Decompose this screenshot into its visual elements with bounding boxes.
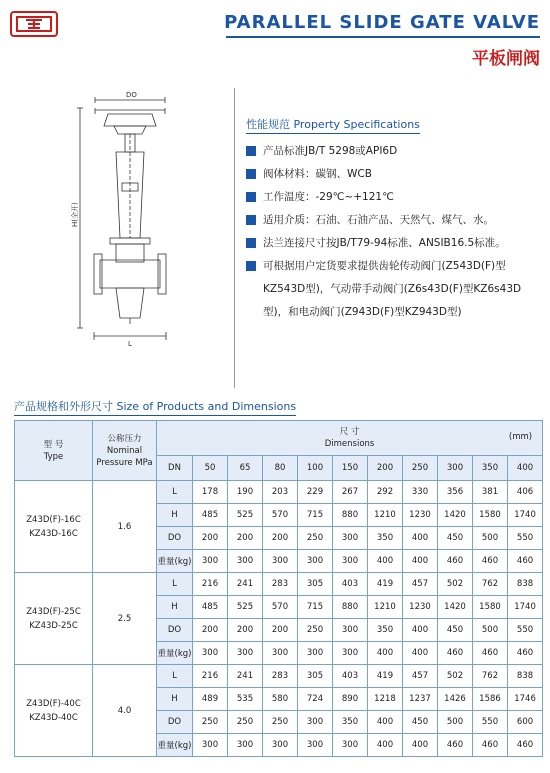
table-row — [15, 573, 543, 596]
table-cell: 292 — [368, 481, 403, 504]
table-cell: 1740 — [508, 596, 543, 619]
table-cell: 305 — [298, 665, 333, 688]
table-cell: 838 — [508, 665, 543, 688]
table-cell: 450 — [438, 619, 473, 642]
table-cell: 300 — [298, 734, 333, 757]
page-title: PARALLEL SLIDE GATE VALVE — [224, 12, 540, 33]
table-cell: 1230 — [403, 596, 438, 619]
table-cell: 762 — [473, 665, 508, 688]
table-cell: 500 — [438, 711, 473, 734]
table-cell: 283 — [263, 665, 298, 688]
row-label: H — [157, 596, 193, 619]
dim-label-l: L — [128, 340, 132, 348]
table-cell: 300 — [333, 527, 368, 550]
table-cell: 460 — [438, 550, 473, 573]
table-cell: 762 — [473, 573, 508, 596]
table-cell: 200 — [228, 619, 263, 642]
table-cell: 1237 — [403, 688, 438, 711]
table-cell: 400 — [403, 642, 438, 665]
dn-value: 150 — [333, 456, 368, 481]
table-cell: 1230 — [403, 504, 438, 527]
table-cell: 300 — [263, 642, 298, 665]
table-cell: 406 — [508, 481, 543, 504]
bullet-icon — [246, 192, 256, 202]
pressure-cell: 2.5 — [93, 573, 157, 665]
header-dimensions: 尺 寸 Dimensions (mm) — [157, 421, 543, 456]
dn-value: 200 — [368, 456, 403, 481]
table-cell: 1580 — [473, 504, 508, 527]
table-cell: 300 — [228, 550, 263, 573]
table-cell: 485 — [193, 596, 228, 619]
header-type: 型 号 Type — [15, 421, 93, 481]
table-cell: 300 — [193, 642, 228, 665]
table-cell: 300 — [263, 550, 298, 573]
table-cell: 216 — [193, 573, 228, 596]
table-cell: 1420 — [438, 596, 473, 619]
table-cell: 502 — [438, 573, 473, 596]
table-cell: 250 — [263, 711, 298, 734]
table-cell: 890 — [333, 688, 368, 711]
table-cell: 450 — [403, 711, 438, 734]
table-cell: 300 — [228, 642, 263, 665]
valve-drawing — [70, 88, 230, 378]
table-cell: 460 — [508, 550, 543, 573]
spec-item: 工作温度：-29℃~+121℃ — [246, 186, 541, 209]
row-label: DO — [157, 711, 193, 734]
row-label: H — [157, 504, 193, 527]
dimensions-table — [14, 420, 542, 757]
dn-value: 80 — [263, 456, 298, 481]
table-cell: 300 — [228, 734, 263, 757]
table-cell: 241 — [228, 665, 263, 688]
table-cell: 403 — [333, 573, 368, 596]
table-cell: 535 — [228, 688, 263, 711]
table-cell: 241 — [228, 573, 263, 596]
bullet-icon — [246, 261, 256, 271]
section-title: 产品规格和外形尺寸 Size of Products and Dimensions — [14, 398, 296, 416]
table-cell: 229 — [298, 481, 333, 504]
table-cell: 267 — [333, 481, 368, 504]
table-cell: 300 — [298, 550, 333, 573]
table-cell: 300 — [333, 550, 368, 573]
dn-value: 65 — [228, 456, 263, 481]
table-cell: 460 — [473, 734, 508, 757]
table-cell: 450 — [438, 527, 473, 550]
table-cell: 502 — [438, 665, 473, 688]
pressure-cell: 4.0 — [93, 665, 157, 757]
table-cell: 1586 — [473, 688, 508, 711]
table-cell: 250 — [298, 619, 333, 642]
table-cell: 400 — [368, 642, 403, 665]
table-cell: 1420 — [438, 504, 473, 527]
table-cell: 500 — [473, 527, 508, 550]
table-cell: 715 — [298, 504, 333, 527]
table-cell: 715 — [298, 596, 333, 619]
table-cell: 724 — [298, 688, 333, 711]
table-cell: 457 — [403, 573, 438, 596]
table-cell: 489 — [193, 688, 228, 711]
title-rule — [226, 36, 540, 38]
table-cell: 880 — [333, 504, 368, 527]
table-cell: 381 — [473, 481, 508, 504]
dn-value: 100 — [298, 456, 333, 481]
table-cell: 300 — [298, 711, 333, 734]
spec-item: 适用介质：石油、石油产品、天然气、煤气、水。 — [246, 209, 541, 232]
table-cell: 460 — [438, 734, 473, 757]
spec-item: 产品标准JB/T 5298或API6D — [246, 140, 541, 163]
table-cell: 525 — [228, 596, 263, 619]
table-cell: 350 — [333, 711, 368, 734]
vertical-divider — [234, 88, 235, 388]
table-cell: 1746 — [508, 688, 543, 711]
table-cell: 460 — [473, 550, 508, 573]
table-cell: 460 — [508, 734, 543, 757]
table-cell: 485 — [193, 504, 228, 527]
table-cell: 300 — [298, 642, 333, 665]
table-cell: 500 — [473, 619, 508, 642]
table-cell: 419 — [368, 573, 403, 596]
table-cell: 203 — [263, 481, 298, 504]
table-cell: 400 — [368, 711, 403, 734]
table-cell: 300 — [193, 734, 228, 757]
row-label: 重量(kg) — [157, 734, 193, 757]
table-cell: 300 — [333, 642, 368, 665]
table-cell: 570 — [263, 596, 298, 619]
table-cell: 460 — [438, 642, 473, 665]
table-cell: 250 — [298, 527, 333, 550]
table-cell: 460 — [508, 642, 543, 665]
table-cell: 457 — [403, 665, 438, 688]
bullet-icon — [246, 238, 256, 248]
table-cell: 419 — [368, 665, 403, 688]
table-cell: 570 — [263, 504, 298, 527]
dim-label-do: DO — [126, 91, 137, 99]
row-label: L — [157, 481, 193, 504]
table-cell: 525 — [228, 504, 263, 527]
table-cell: 1740 — [508, 504, 543, 527]
table-cell: 300 — [333, 619, 368, 642]
table-cell: 200 — [228, 527, 263, 550]
model-cell: Z43D(F)-40C KZ43D-40C — [15, 665, 93, 757]
header-pressure: 公称压力 Nominal Pressure MPa — [93, 421, 157, 481]
dn-value: 50 — [193, 456, 228, 481]
spec-item: 法兰连接尺寸按JB/T79-94标准、ANSIB16.5标准。 — [246, 232, 541, 255]
model-cell: Z43D(F)-25C KZ43D-25C — [15, 573, 93, 665]
table-cell: 300 — [263, 734, 298, 757]
table-cell: 1210 — [368, 504, 403, 527]
dn-value: 300 — [438, 456, 473, 481]
table-cell: 880 — [333, 596, 368, 619]
table-cell: 330 — [403, 481, 438, 504]
table-cell: 216 — [193, 665, 228, 688]
row-label: DO — [157, 619, 193, 642]
table-cell: 400 — [403, 550, 438, 573]
row-label: 重量(kg) — [157, 550, 193, 573]
table-cell: 1580 — [473, 596, 508, 619]
bullet-icon — [246, 146, 256, 156]
company-logo — [10, 11, 58, 37]
dn-label: DN — [157, 456, 193, 481]
table-row — [15, 481, 543, 504]
dn-value: 250 — [403, 456, 438, 481]
dn-value: 350 — [473, 456, 508, 481]
table-cell: 200 — [193, 527, 228, 550]
table-cell: 190 — [228, 481, 263, 504]
table-cell: 350 — [368, 619, 403, 642]
table-cell: 178 — [193, 481, 228, 504]
table-row — [15, 665, 543, 688]
table-cell: 550 — [508, 619, 543, 642]
bullet-icon — [246, 215, 256, 225]
table-cell: 1426 — [438, 688, 473, 711]
table-cell: 400 — [403, 734, 438, 757]
table-cell: 400 — [368, 550, 403, 573]
table-cell: 550 — [473, 711, 508, 734]
model-cell: Z43D(F)-16C KZ43D-16C — [15, 481, 93, 573]
table-cell: 400 — [403, 619, 438, 642]
row-label: DO — [157, 527, 193, 550]
table-cell: 200 — [263, 619, 298, 642]
row-label: L — [157, 573, 193, 596]
table-cell: 400 — [403, 527, 438, 550]
spec-continuation: KZ543D型)，气动带手动阀门(Z6s43D(F)型KZ6s43D — [263, 283, 522, 295]
dn-value: 400 — [508, 456, 543, 481]
table-cell: 305 — [298, 573, 333, 596]
table-cell: 350 — [368, 527, 403, 550]
row-label: 重量(kg) — [157, 642, 193, 665]
table-cell: 300 — [333, 734, 368, 757]
table-cell: 460 — [473, 642, 508, 665]
bullet-icon — [246, 169, 256, 179]
spec-continuation: 型)，和电动阀门(Z943D(F)型KZ943D型) — [263, 306, 462, 318]
table-cell: 200 — [263, 527, 298, 550]
specs-list — [246, 140, 541, 324]
table-cell: 250 — [228, 711, 263, 734]
table-cell: 283 — [263, 573, 298, 596]
table-cell: 600 — [508, 711, 543, 734]
specs-title: 性能规范 Property Specifications — [246, 116, 420, 134]
page-title-cn: 平板闸阀 — [472, 49, 540, 69]
table-cell: 550 — [508, 527, 543, 550]
row-label: L — [157, 665, 193, 688]
table-cell: 580 — [263, 688, 298, 711]
table-cell: 300 — [193, 550, 228, 573]
table-cell: 356 — [438, 481, 473, 504]
row-label: H — [157, 688, 193, 711]
table-cell: 1210 — [368, 596, 403, 619]
table-cell: 250 — [193, 711, 228, 734]
dim-label-h: H(全开) — [71, 202, 79, 227]
spec-item: 阀体材料：碳钢、WCB — [246, 163, 541, 186]
pressure-cell: 1.6 — [93, 481, 157, 573]
spec-item: 可根据用户定货要求提供齿轮传动阀门(Z543D(F)型 — [246, 255, 541, 278]
table-cell: 200 — [193, 619, 228, 642]
table-cell: 403 — [333, 665, 368, 688]
table-cell: 1218 — [368, 688, 403, 711]
table-cell: 400 — [368, 734, 403, 757]
table-cell: 838 — [508, 573, 543, 596]
